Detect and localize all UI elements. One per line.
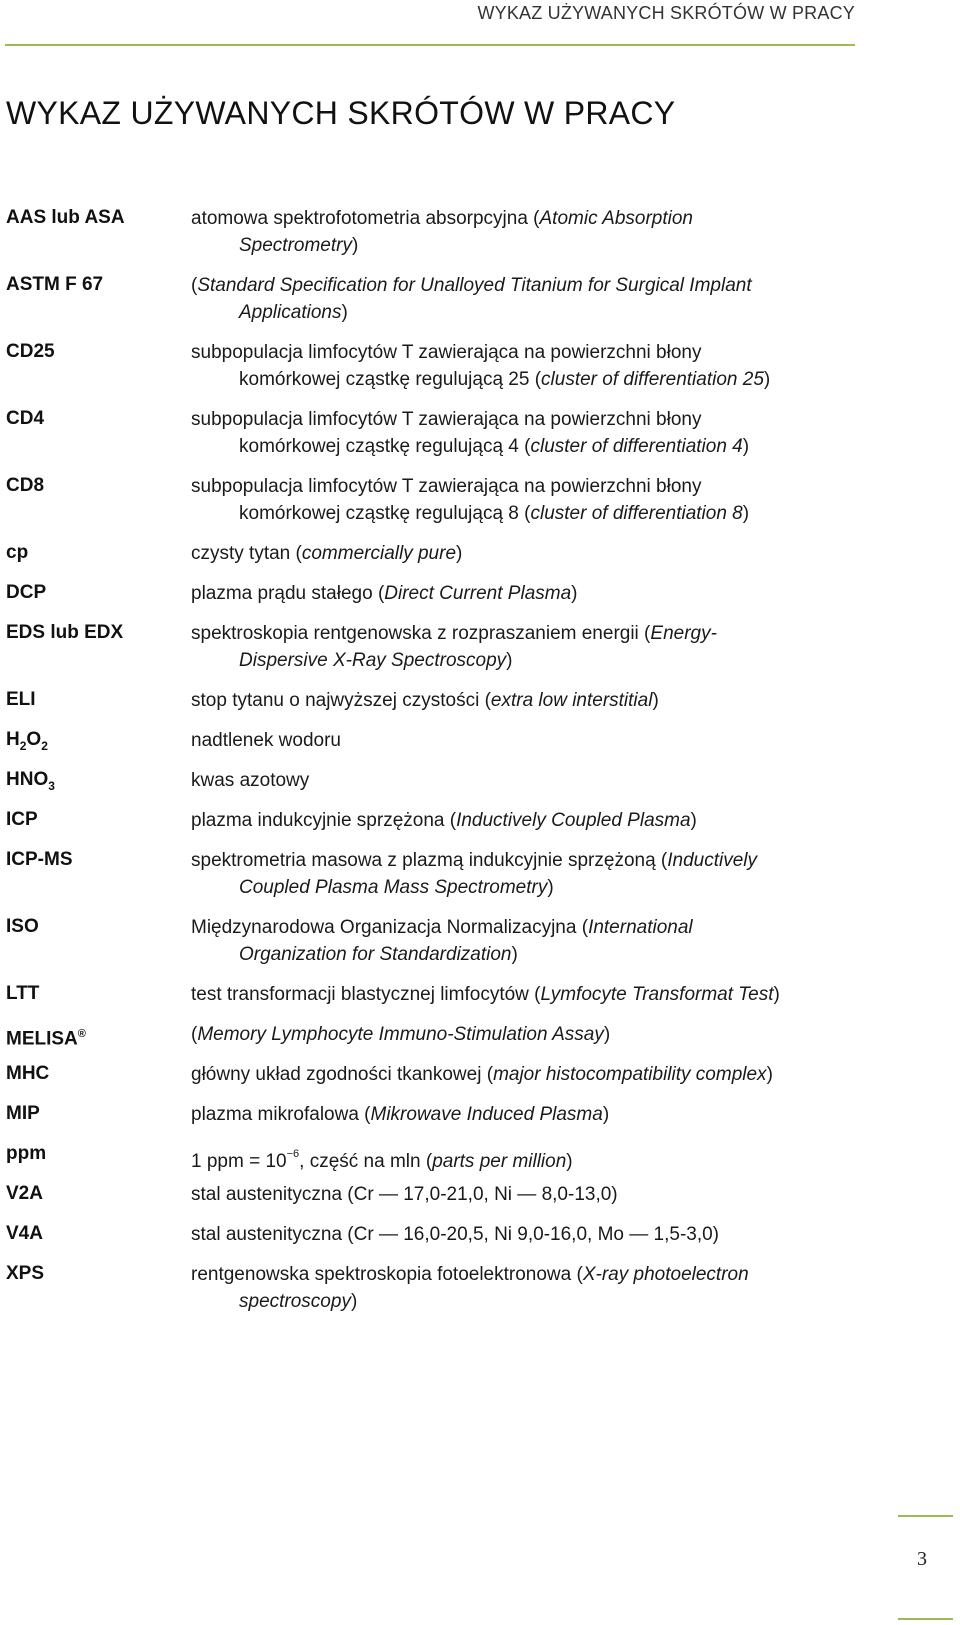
definition-close: ) [547,877,554,898]
entry-term: ICP [6,809,38,830]
definition-close: ) [652,690,659,711]
definition-close: ) [350,1291,358,1312]
definition-close: ) [351,235,359,256]
formula-part: H [6,729,20,750]
registered-mark: ® [77,1028,86,1040]
entry-definition [191,540,831,567]
definition-english: cluster of differentiation 4 [530,436,743,457]
definition-text-continued: , część na mln ( [299,1151,433,1172]
entry-term: ICP-MS [6,849,73,870]
entry-term [6,1021,186,1052]
entry-definition [191,807,831,834]
footer-rule-top [898,1515,953,1517]
list-item [6,767,846,793]
entry-term: V2A [6,1183,43,1204]
definition-close: ) [602,1104,610,1125]
definition-text: subpopulacja limfocytów T zawierająca na powierzchni błony [191,476,702,497]
definition-text: subpopulacja limfocytów T zawierająca na powierzchni błony [191,409,702,430]
definition-english: parts per million [432,1151,567,1172]
definition-text: plazma prądu stałego ( [191,583,385,604]
definition-text: ( [191,1024,198,1045]
entry-definition [191,1141,831,1175]
list-item [6,727,846,753]
entry-definition [191,580,831,607]
definition-text: test transformacji blastycznej limfocytów ( [191,984,541,1005]
entry-term: CD25 [6,341,55,362]
definition-text-continued: komórkowej cząstkę regulującą 8 ( [239,503,531,524]
term-text: MELISA [6,1028,78,1050]
entry-definition [191,687,831,714]
definition-close: ) [456,543,463,564]
header-rule [5,44,855,46]
definition-close: ) [763,369,771,390]
list-item [6,1061,846,1087]
entry-term: AAS lub ASA [6,207,125,228]
list-item [6,981,846,1007]
definition-close: ) [690,810,697,831]
definition-english-continued: Dispersive X-Ray Spectroscopy [239,650,507,671]
definition-text: ( [191,275,198,296]
entry-definition [191,406,831,460]
entry-term: ELI [6,689,36,710]
entry-term: DCP [6,582,47,603]
entry-definition [191,1061,831,1088]
list-item [6,1261,846,1314]
entry-definition [191,1021,831,1048]
definition-text: czysty tytan ( [191,543,302,564]
entry-term: ISO [6,916,39,937]
definition-english: International [588,917,693,938]
list-item [6,540,846,566]
definition-close: ) [341,302,348,323]
entry-term: MHC [6,1063,50,1084]
list-item [6,205,846,258]
formula-subscript: 2 [19,738,27,753]
definition-english-continued: Spectrometry [239,235,352,256]
definition-close: ) [566,1151,573,1172]
list-item [6,807,846,833]
definition-close: ) [773,984,780,1005]
entry-definition [191,1261,831,1315]
entry-definition [191,1221,831,1248]
entry-definition [191,847,831,901]
definition-text: atomowa spektrofotometria absorpcyjna ( [191,208,540,229]
definition-english: cluster of differentiation 25 [541,369,764,390]
page-number: 3 [917,1548,927,1570]
list-item [6,847,846,900]
definition-english: Atomic Absorption [539,208,693,229]
entry-term: EDS lub EDX [6,622,124,643]
definition-close: ) [742,436,750,457]
entry-term: CD8 [6,475,45,496]
entry-definition [191,339,831,393]
entry-term: CD4 [6,408,45,429]
list-item [6,1101,846,1127]
definition-english-continued: spectroscopy [239,1291,351,1312]
entry-definition [191,1181,831,1208]
running-header: WYKAZ UŻYWANYCH SKRÓTÓW W PRACY [477,3,855,23]
formula-part: HNO [6,769,49,790]
definition-english: extra low interstitial [490,690,653,711]
definition-english-continued: Organization for Standardization [239,944,512,965]
definition-english: Inductively [667,850,758,871]
definition-close: ) [603,1024,611,1045]
definition-english: major histocompatibility complex [493,1064,767,1085]
abbreviation-list [6,205,846,1328]
entry-definition [191,981,831,1008]
definition-text: Międzynarodowa Organizacja Normalizacyjna ( [191,917,589,938]
entry-term: V4A [6,1223,43,1244]
entry-term: cp [6,542,29,563]
entry-term: MIP [6,1103,40,1124]
definition-english: Energy- [650,623,717,644]
list-item [6,580,846,606]
definition-close: ) [742,503,750,524]
definition-text: spektroskopia rentgenowska z rozpraszaniem energii ( [191,623,651,644]
list-item [6,1141,846,1172]
list-item [6,272,846,325]
definition-text: spektrometria masowa z plazmą indukcyjnie sprzężoną ( [191,850,668,871]
entry-definition [191,205,831,259]
definition-text: rentgenowska spektroskopia fotoelektronowa ( [191,1264,583,1285]
entry-definition [191,767,831,794]
definition-text: nadtlenek wodoru [191,730,341,751]
definition-text: stal austenityczna (Cr — 17,0-21,0, Ni — 8,0-13,0) [191,1184,618,1205]
definition-text: subpopulacja limfocytów T zawierająca na powierzchni błony [191,342,702,363]
definition-close: ) [766,1064,773,1085]
definition-english: Direct Current Plasma [384,583,572,604]
definition-english: Inductively Coupled Plasma [456,810,691,831]
definition-text-continued: komórkowej cząstkę regulującą 4 ( [239,436,531,457]
definition-english-continued: Applications [239,302,342,323]
page-title: WYKAZ UŻYWANYCH SKRÓTÓW W PRACY [6,95,676,131]
definition-english: X-ray photoelectron [582,1264,749,1285]
entry-definition [191,914,831,968]
list-item [6,339,846,392]
definition-text-continued: komórkowej cząstkę regulującą 25 ( [239,369,542,390]
definition-close: ) [506,650,513,671]
list-item [6,473,846,526]
definition-text: kwas azotowy [191,770,310,791]
definition-english: commercially pure [301,543,457,564]
definition-close: ) [571,583,578,604]
formula-part: O [26,729,42,750]
list-item [6,1181,846,1207]
entry-definition [191,1101,831,1128]
entry-term: LTT [6,983,40,1004]
footer-rule-bottom [898,1618,953,1620]
list-item [6,620,846,673]
entry-definition [191,620,831,674]
formula-subscript: 2 [41,738,48,753]
definition-text: plazma indukcyjnie sprzężona ( [191,810,457,831]
definition-english-continued: Coupled Plasma Mass Spectrometry [239,877,548,898]
definition-text: stop tytanu o najwyższej czystości ( [191,690,491,711]
definition-text: 1 ppm = 10 [191,1151,287,1172]
entry-definition [191,272,831,326]
definition-text: główny układ zgodności tkankowej ( [191,1064,494,1085]
definition-text: stal austenityczna (Cr — 16,0-20,5, Ni 9,0-16,0, Mo — 1,5-3,0) [191,1224,720,1245]
entry-definition [191,727,831,754]
entry-term: ppm [6,1143,47,1164]
list-item [6,1221,846,1247]
list-item [6,406,846,459]
entry-term [6,767,186,799]
definition-english: Standard Specification for Unalloyed Titanium for Surgical Implant [197,275,752,296]
definition-english: cluster of differentiation 8 [530,503,743,524]
definition-text: plazma mikrofalowa ( [191,1104,371,1125]
definition-english: Lymfocyte Transformat Test [540,984,774,1005]
list-item [6,687,846,713]
exponent: −6 [286,1148,300,1160]
list-item [6,1021,846,1050]
definition-english: Mikrowave Induced Plasma [370,1104,603,1125]
entry-definition [191,473,831,527]
definition-english: Memory Lymphocyte Immuno-Stimulation Assay [197,1024,604,1045]
formula-subscript: 3 [48,778,55,793]
entry-term [6,727,186,759]
entry-term: XPS [6,1263,45,1284]
definition-close: ) [511,944,518,965]
entry-term: ASTM F 67 [6,274,104,295]
list-item [6,914,846,967]
